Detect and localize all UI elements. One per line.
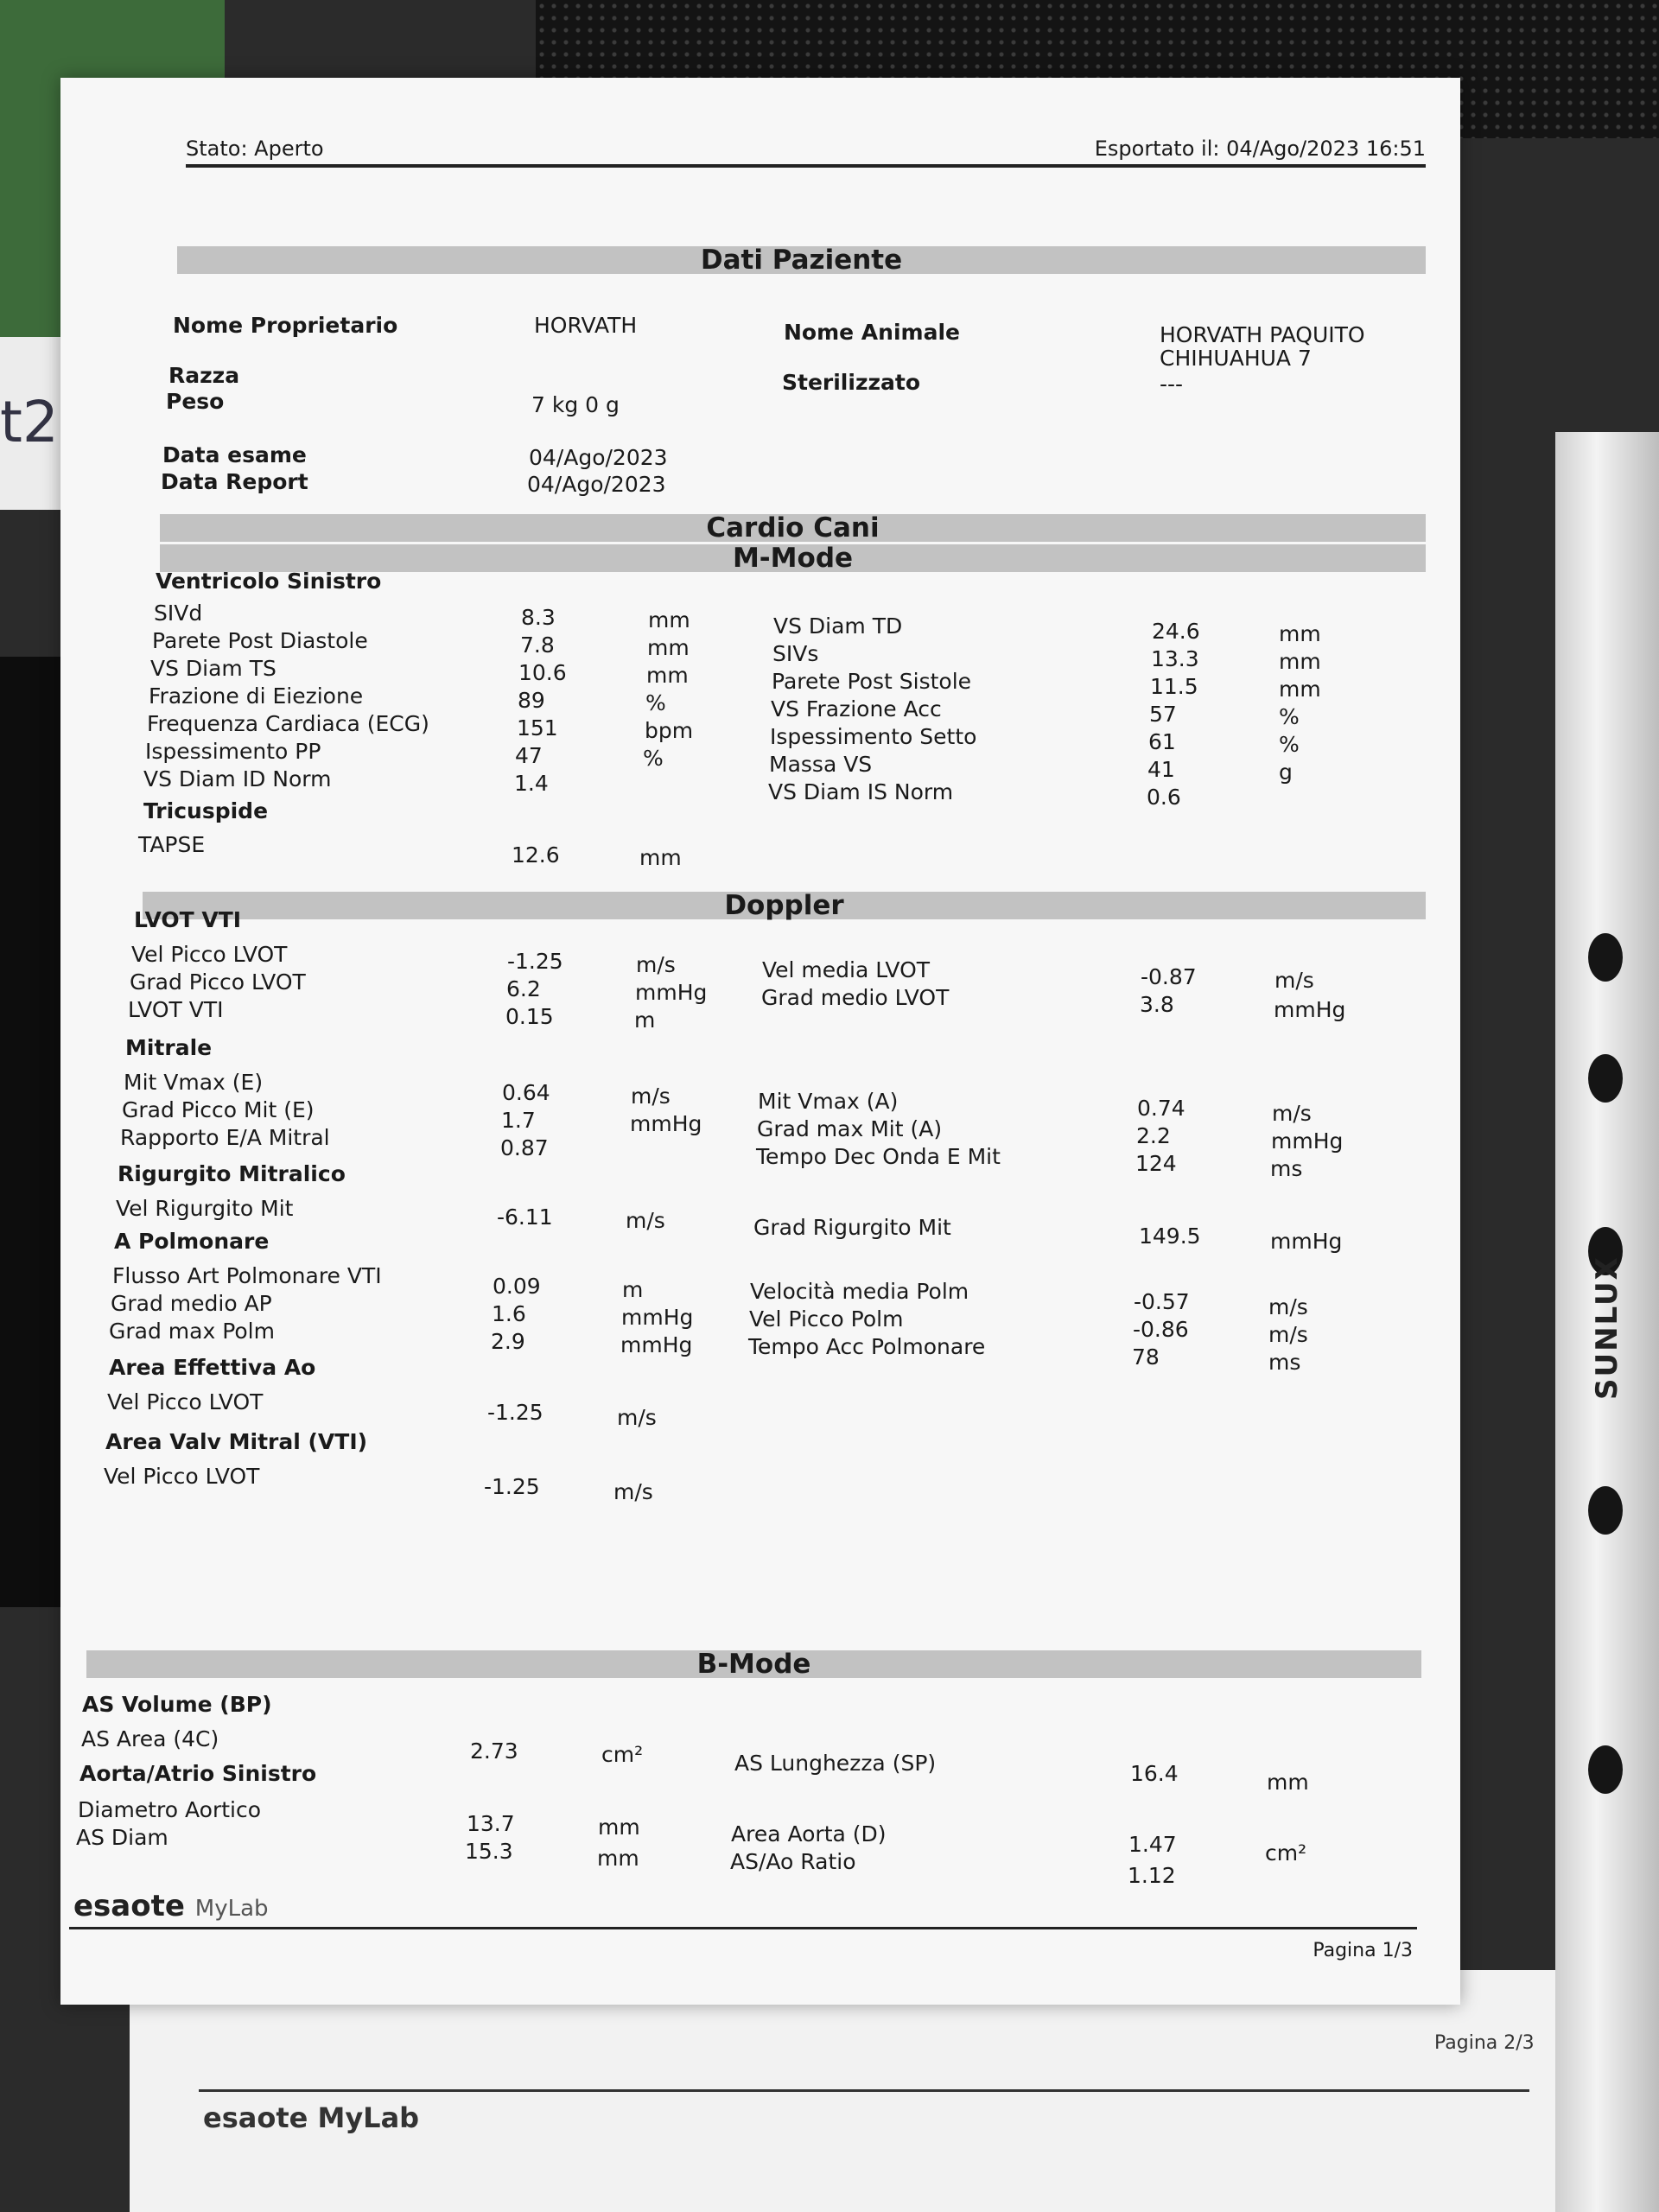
measure-label: Vel Picco LVOT xyxy=(104,1464,260,1489)
tapse-unit: mm xyxy=(639,845,682,870)
measure-value: 11.5 xyxy=(1150,674,1198,699)
section-m-mode: M-Mode xyxy=(160,544,1426,572)
background-text-fragment: t2 xyxy=(0,389,59,455)
measure-unit: m/s xyxy=(1272,1101,1312,1126)
report-date-value: 04/Ago/2023 xyxy=(527,472,666,497)
weight-value: 7 kg 0 g xyxy=(531,392,620,417)
measure-label: Mit Vmax (E) xyxy=(124,1070,264,1095)
measure-unit: mm xyxy=(1279,621,1321,646)
measure-unit: mmHg xyxy=(1271,1128,1344,1154)
measure-unit: mm xyxy=(598,1815,640,1840)
measure-value: 61 xyxy=(1148,729,1176,754)
measure-label: Grad Picco Mit (E) xyxy=(122,1097,315,1122)
measure-value: 124 xyxy=(1135,1151,1177,1176)
polmonare-title: A Polmonare xyxy=(114,1229,270,1254)
measure-value: -0.57 xyxy=(1134,1289,1190,1314)
measure-value: 151 xyxy=(517,715,558,741)
mitrale-title: Mitrale xyxy=(125,1035,213,1060)
tapse-value: 12.6 xyxy=(512,842,560,868)
measure-unit: ms xyxy=(1270,1156,1303,1181)
measure-unit: mmHg xyxy=(621,1305,694,1330)
measure-value: 1.4 xyxy=(514,771,549,796)
measure-label: Grad max Polm xyxy=(109,1319,275,1344)
measure-unit: m/s xyxy=(626,1208,665,1233)
export-date: Esportato il: 04/Ago/2023 16:51 xyxy=(1094,137,1426,161)
measure-unit: mm xyxy=(646,663,689,688)
section-cardio-cani: Cardio Cani xyxy=(160,514,1426,542)
measure-label: Vel media LVOT xyxy=(762,957,931,982)
measure-unit: cm² xyxy=(1265,1840,1307,1866)
measure-unit: m/s xyxy=(613,1479,653,1504)
measure-label: Flusso Art Polmonare VTI xyxy=(112,1263,382,1288)
measure-unit: % xyxy=(1279,704,1300,729)
measure-label: Vel Picco LVOT xyxy=(107,1389,264,1414)
measure-label: Vel Picco Polm xyxy=(749,1306,904,1332)
measure-label: LVOT VTI xyxy=(128,997,224,1022)
section-b-mode: B-Mode xyxy=(86,1650,1421,1678)
measure-label: SIVs xyxy=(772,641,819,666)
measure-unit: m xyxy=(622,1277,644,1302)
measure-label: Tempo Dec Onda E Mit xyxy=(756,1144,1001,1169)
measure-value: 13.7 xyxy=(467,1811,515,1836)
measure-unit: m xyxy=(634,1007,656,1033)
measure-unit: mm xyxy=(647,635,690,660)
measure-label: Ispessimento PP xyxy=(145,739,321,764)
measure-unit: mm xyxy=(1279,677,1321,702)
measure-label: Velocità media Polm xyxy=(750,1279,969,1304)
measure-label: Tempo Acc Polmonare xyxy=(748,1334,986,1359)
measure-value: 7.8 xyxy=(520,632,555,658)
esaote-logo: esaote MyLab xyxy=(73,1889,269,1923)
measure-value: 16.4 xyxy=(1130,1761,1179,1786)
measure-value: 2.9 xyxy=(491,1329,525,1354)
sterilized-label: Sterilizzato xyxy=(782,370,921,395)
measure-unit: m/s xyxy=(617,1405,657,1430)
measure-value: 2.2 xyxy=(1136,1123,1171,1148)
measure-value: 89 xyxy=(518,688,545,713)
measure-value: 1.6 xyxy=(492,1301,526,1326)
measure-label: Vel Picco LVOT xyxy=(131,942,288,967)
measure-unit: mmHg xyxy=(635,980,708,1005)
measure-unit: mm xyxy=(648,607,690,632)
measure-value: -1.25 xyxy=(484,1474,540,1499)
footer-rule xyxy=(69,1927,1417,1929)
sleeve-hole-icon xyxy=(1588,933,1623,982)
area-ao-title: Area Effettiva Ao xyxy=(109,1355,316,1380)
measure-value: -0.86 xyxy=(1133,1317,1189,1342)
measure-value: 0.87 xyxy=(500,1135,549,1160)
as-volume-title: AS Volume (BP) xyxy=(82,1692,272,1717)
measure-value: -1.25 xyxy=(487,1400,543,1425)
measure-label: Massa VS xyxy=(769,752,873,777)
measure-unit: ms xyxy=(1268,1350,1301,1375)
measure-value: 47 xyxy=(515,743,543,768)
measure-label: Vel Rigurgito Mit xyxy=(116,1196,294,1221)
owner-label: Nome Proprietario xyxy=(173,313,398,338)
page-number-2: Pagina 2/3 xyxy=(1434,2032,1535,2054)
measure-unit: mm xyxy=(1267,1770,1309,1795)
measure-label: VS Frazione Acc xyxy=(771,696,942,721)
measure-value: 0.6 xyxy=(1147,785,1181,810)
measure-label: VS Diam TS xyxy=(150,656,276,681)
measure-unit: m/s xyxy=(1268,1322,1308,1347)
ventricolo-title: Ventricolo Sinistro xyxy=(156,569,382,594)
measure-label: VS Diam IS Norm xyxy=(768,779,954,804)
tricuspide-title: Tricuspide xyxy=(143,798,269,823)
measure-label: Parete Post Diastole xyxy=(152,628,368,653)
breed-age: CHIHUAHUA 7 xyxy=(1160,346,1312,371)
tapse-label: TAPSE xyxy=(138,832,206,857)
sterilized-value: --- xyxy=(1160,372,1184,397)
measure-unit: m/s xyxy=(1274,968,1314,993)
measure-unit: mm xyxy=(597,1846,639,1871)
measure-label: Rapporto E/A Mitral xyxy=(120,1125,330,1150)
measure-value: 0.74 xyxy=(1137,1096,1185,1121)
measure-value: 149.5 xyxy=(1139,1224,1201,1249)
lvot-title: LVOT VTI xyxy=(134,907,242,932)
sleeve-hole-icon xyxy=(1588,1745,1623,1794)
measure-value: 3.8 xyxy=(1140,992,1174,1017)
aorta-title: Aorta/Atrio Sinistro xyxy=(79,1761,317,1786)
measure-value: 1.7 xyxy=(501,1108,536,1133)
breed-label: Razza xyxy=(168,363,240,388)
owner-value: HORVATH xyxy=(534,313,638,338)
measure-label: AS Lunghezza (SP) xyxy=(734,1751,937,1776)
status-label: Stato: Aperto xyxy=(186,137,324,161)
measure-unit: mmHg xyxy=(620,1332,693,1357)
section-doppler: Doppler xyxy=(143,892,1426,919)
measure-label: Grad Rigurgito Mit xyxy=(753,1215,951,1240)
measure-label: AS/Ao Ratio xyxy=(730,1849,856,1874)
measure-unit: % xyxy=(1279,732,1300,757)
measure-unit: m/s xyxy=(1268,1294,1308,1319)
background-ultrasound-monitor xyxy=(0,657,62,1607)
animal-value: HORVATH PAQUITO xyxy=(1160,322,1365,347)
measure-value: 8.3 xyxy=(521,605,556,630)
measure-unit: bpm xyxy=(645,718,694,743)
measure-value: 1.12 xyxy=(1128,1863,1176,1888)
area-mitral-title: Area Valv Mitral (VTI) xyxy=(105,1429,368,1454)
measure-unit: mmHg xyxy=(1274,997,1346,1022)
measure-label: Frequenza Cardiaca (ECG) xyxy=(147,711,429,736)
measure-label: Grad max Mit (A) xyxy=(757,1116,943,1141)
report-date-label: Data Report xyxy=(161,469,308,494)
measure-unit: % xyxy=(645,690,666,715)
measure-unit: mmHg xyxy=(630,1111,702,1136)
exam-date-value: 04/Ago/2023 xyxy=(529,445,668,470)
measure-label: Mit Vmax (A) xyxy=(758,1089,899,1114)
exam-date-label: Data esame xyxy=(162,442,307,467)
measure-value: -6.11 xyxy=(497,1205,553,1230)
measure-value: -1.25 xyxy=(507,949,563,974)
measure-unit: m/s xyxy=(636,952,676,977)
measure-value: 0.64 xyxy=(502,1080,550,1105)
measure-label: VS Diam TD xyxy=(773,613,903,639)
measure-label: Ispessimento Setto xyxy=(770,724,977,749)
sleeve-hole-icon xyxy=(1588,1486,1623,1535)
measure-value: 10.6 xyxy=(518,660,567,685)
rigurgito-title: Rigurgito Mitralico xyxy=(118,1161,346,1186)
sleeve-brand-logo: SUNLUX xyxy=(1590,1255,1624,1400)
measure-label: Parete Post Sistole xyxy=(772,669,972,694)
section-dati-paziente: Dati Paziente xyxy=(177,246,1426,274)
header-rule xyxy=(186,164,1426,168)
measure-value: 57 xyxy=(1149,702,1177,727)
measure-value: 41 xyxy=(1147,757,1175,782)
measure-value: 0.09 xyxy=(493,1274,541,1299)
measure-unit: mmHg xyxy=(1270,1229,1343,1254)
measure-value: 78 xyxy=(1132,1344,1160,1370)
esaote-logo-page2: esaote MyLab xyxy=(203,2101,420,2134)
measure-unit: cm² xyxy=(601,1742,644,1767)
measure-unit: mm xyxy=(1279,649,1321,674)
measure-value: 0.15 xyxy=(505,1004,554,1029)
animal-label: Nome Animale xyxy=(784,320,960,345)
measure-value: -0.87 xyxy=(1141,964,1197,989)
measure-value: 24.6 xyxy=(1152,619,1200,644)
measure-label: Grad medio LVOT xyxy=(761,985,950,1010)
measure-label: AS Area (4C) xyxy=(81,1726,219,1751)
measure-value: 15.3 xyxy=(465,1839,513,1864)
measure-label: SIVd xyxy=(154,601,203,626)
measure-label: AS Diam xyxy=(76,1825,168,1850)
measure-unit: % xyxy=(643,746,664,771)
measure-value: 6.2 xyxy=(506,976,541,1001)
measure-value: 13.3 xyxy=(1151,646,1199,671)
page2-footer-rule xyxy=(199,2089,1529,2092)
measure-label: Frazione di Eiezione xyxy=(149,683,364,709)
sleeve-hole-icon xyxy=(1588,1054,1623,1103)
measure-label: Area Aorta (D) xyxy=(731,1821,887,1847)
measure-value: 1.47 xyxy=(1128,1832,1177,1857)
page-number: Pagina 1/3 xyxy=(1313,1940,1413,1961)
measure-label: Grad Picco LVOT xyxy=(130,969,306,995)
measure-unit: m/s xyxy=(631,1084,671,1109)
measure-label: Grad medio AP xyxy=(111,1291,272,1316)
measure-label: Diametro Aortico xyxy=(78,1797,262,1822)
report-page-1 xyxy=(60,78,1460,2005)
measure-label: VS Diam ID Norm xyxy=(143,766,332,791)
measure-unit: g xyxy=(1279,760,1293,785)
weight-label: Peso xyxy=(166,389,225,414)
measure-value: 2.73 xyxy=(470,1738,518,1764)
